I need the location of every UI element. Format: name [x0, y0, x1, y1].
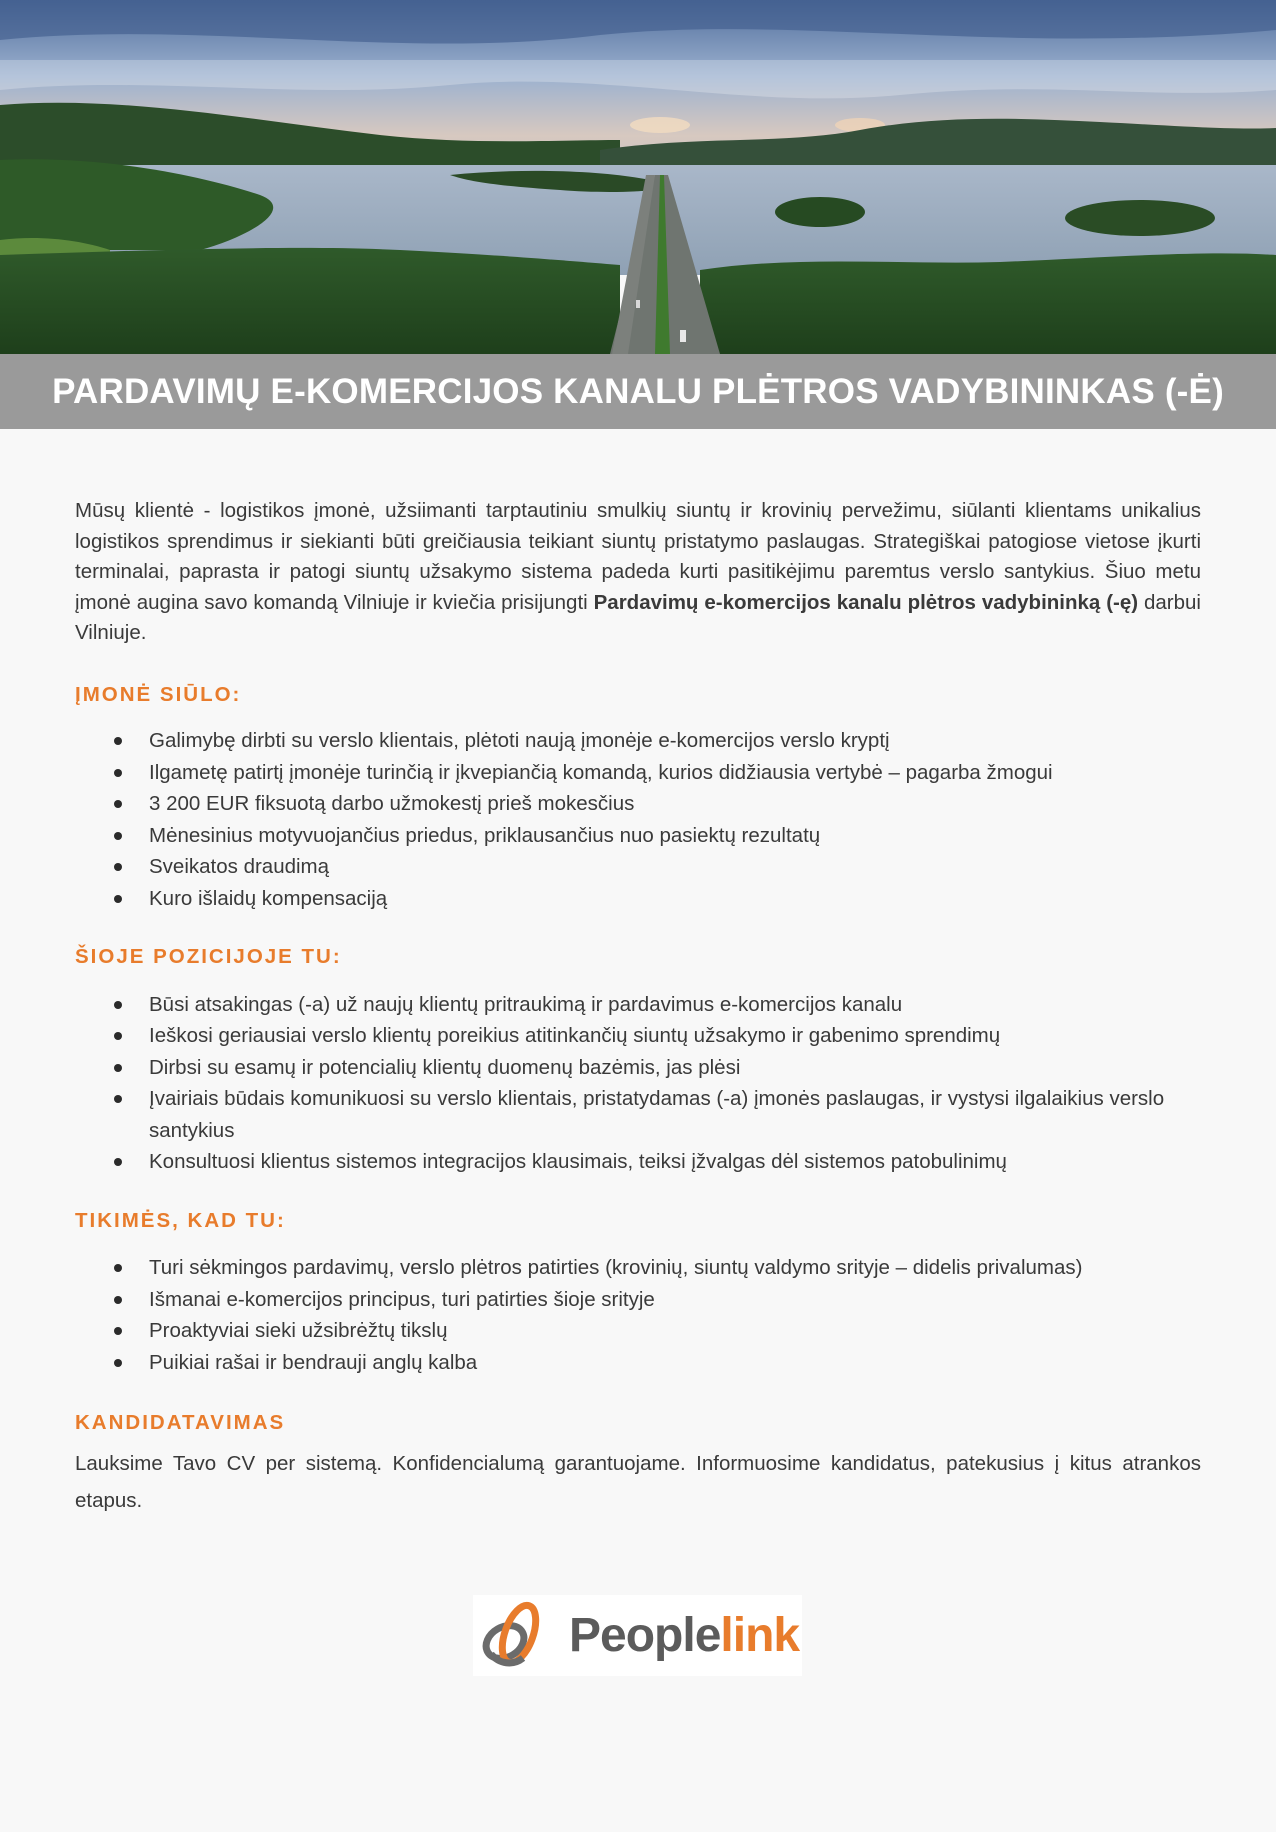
highway-lake-photo — [0, 0, 1276, 354]
peoplelink-logo — [473, 1595, 802, 1676]
list-item: Būsi atsakingas (-a) už naujų klientų pritraukimą ir pardavimus e-komercijos kanalu — [75, 989, 1201, 1021]
list-item: Galimybę dirbti su verslo klientais, plėtoti naują įmonėje e-komercijos verslo kryptį — [75, 725, 1201, 757]
list-item: Išmanai e-komercijos principus, turi patirties šioje srityje — [75, 1284, 1201, 1316]
list-item: Konsultuosi klientus sistemos integracijos klausimais, teiksi įžvalgas dėl sistemos patobulinimų — [75, 1146, 1201, 1178]
list-item: 3 200 EUR fiksuotą darbo užmokestį prieš mokesčius — [75, 788, 1201, 820]
logo-word-accent: link — [720, 1609, 800, 1662]
section-title-position: ŠIOJE POZICIJOJE TU: — [75, 945, 342, 968]
section-title-expectations: TIKIMĖS, KAD TU: — [75, 1208, 286, 1232]
page-title: PARDAVIMŲ E-KOMERCIJOS KANALU PLĖTROS VADYBININKAS (-Ė) — [52, 371, 1224, 411]
list-item: Proaktyviai sieki užsibrėžtų tikslų — [75, 1315, 1201, 1347]
logo-word-main: People — [569, 1609, 721, 1662]
job-title-banner — [0, 354, 1276, 429]
candidacy-text: Lauksime Tavo CV per sistemą. Konfidencialumą garantuojame. Informuosime kandidatus, patekusius į kitus atrankos etapus. — [75, 1451, 1201, 1512]
intro-paragraph — [75, 496, 1201, 649]
section-title-offers: ĮMONĖ SIŪLO: — [75, 682, 242, 706]
list-item: Kuro išlaidų kompensaciją — [75, 883, 1201, 915]
section-title-candidacy: KANDIDATAVIMAS — [75, 1411, 286, 1434]
logo-wordmark — [569, 1608, 799, 1663]
list-item: Puikiai rašai ir bendrauji anglų kalba — [75, 1347, 1201, 1379]
list-item: Dirbsi su esamų ir potencialių klientų duomenų bazėmis, jas plėsi — [75, 1052, 1201, 1084]
interlocking-rings-logo-icon — [477, 1598, 555, 1674]
position-list — [75, 989, 1201, 1178]
list-item: Turi sėkmingos pardavimų, verslo plėtros patirties (krovinių, siuntų valdymo srityje – didelis privalumas) — [75, 1252, 1201, 1284]
offers-list — [75, 725, 1201, 914]
intro-position-name: Pardavimų e-komercijos kanalu plėtros vadybininką (-ę) — [593, 590, 1139, 614]
intro-text: Mūsų klientė - logistikos įmonė, užsiimanti tarptautiniu smulkių siuntų ir krovinių pervežimu, siūlanti klientams unikalius logistikos sprendimus ir siekianti būti greičiausia teikiant siuntų pristatymo paslaugas. Strategiškai patogiose vietose įkurti terminalai, paprasta ir patogi siuntų užsakymo sistema padeda kurti pasitikėjimu paremtus verslo santykius. Šiuo metu įmonė augina savo komandą Vilniuje ir kviečia prisijungti — [75, 499, 1201, 614]
intro-text-end: darbui Vilniuje. — [75, 590, 1201, 644]
list-item: Sveikatos draudimą — [75, 851, 1201, 883]
list-item: Ilgametę patirtį įmonėje turinčią ir įkvepiančią komandą, kurios didžiausia vertybė – pagarba žmogui — [75, 757, 1201, 789]
list-item: Įvairiais būdais komunikuosi su verslo klientais, pristatydamas (-a) įmonės paslaugas, ir vystysi ilgalaikius verslo santykius — [75, 1083, 1201, 1146]
hero-landscape-image — [0, 0, 1276, 354]
list-item: Ieškosi geriausiai verslo klientų poreikius atitinkančių siuntų užsakymo ir gabenimo sprendimų — [75, 1020, 1201, 1052]
job-description — [75, 496, 1201, 1519]
expectations-list — [75, 1252, 1201, 1378]
list-item: Mėnesinius motyvuojančius priedus, priklausančius nuo pasiektų rezultatų — [75, 820, 1201, 852]
